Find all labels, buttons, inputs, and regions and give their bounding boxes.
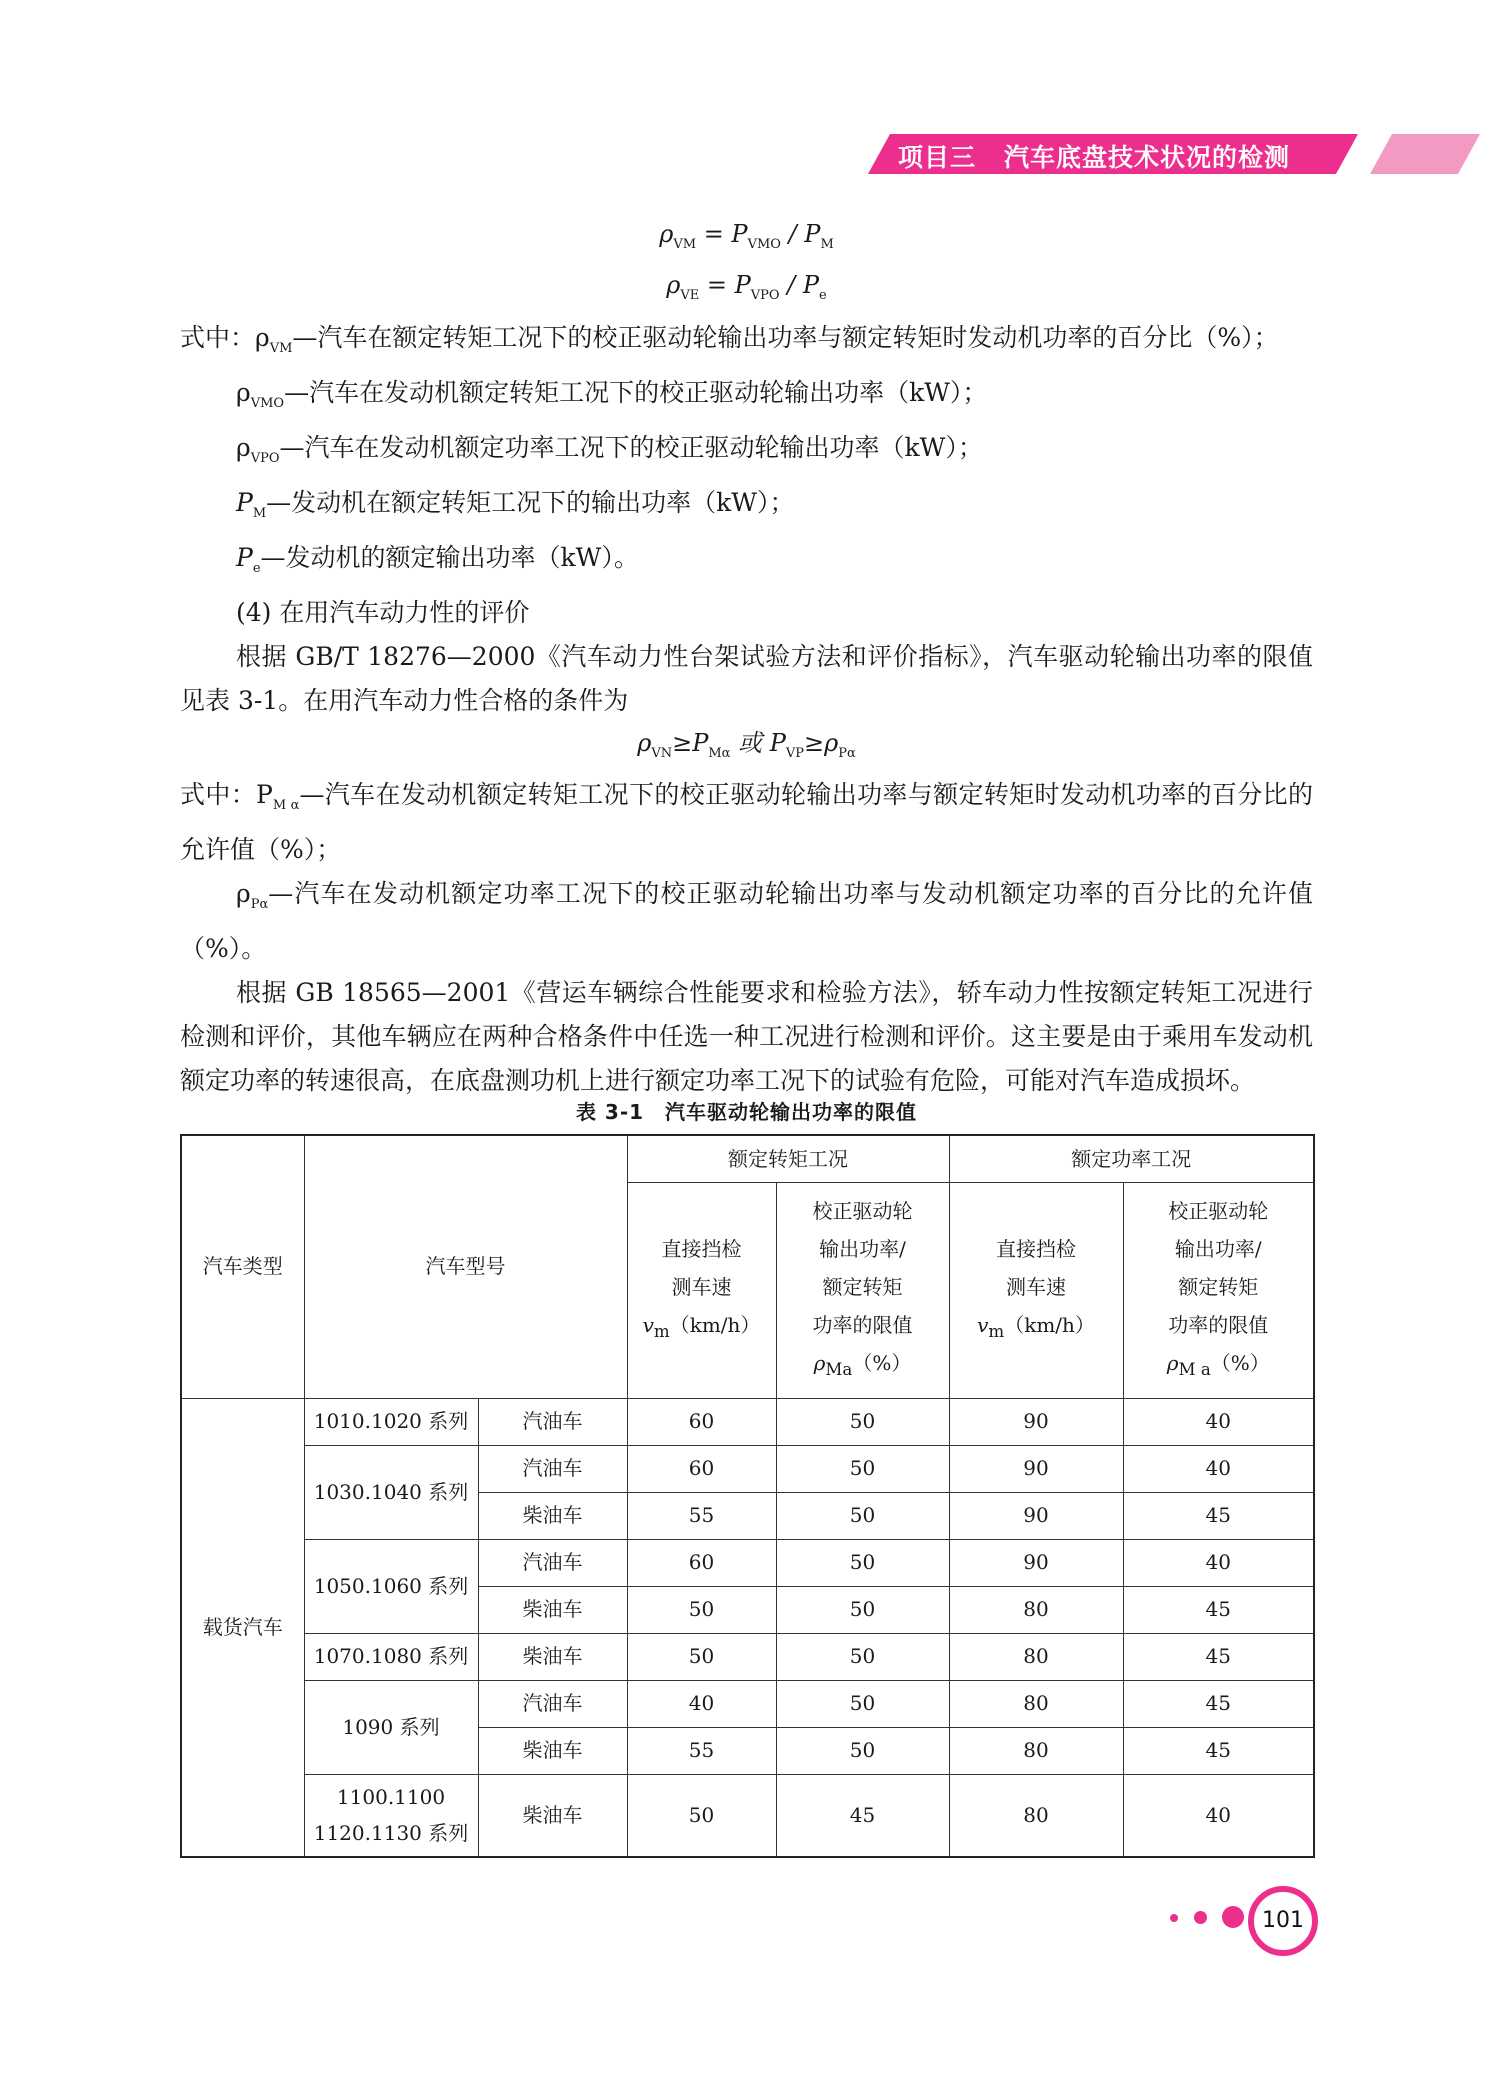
banner-text bbox=[898, 138, 1290, 174]
value-cell: 60 bbox=[627, 1398, 776, 1445]
fuel-cell: 柴油车 bbox=[478, 1492, 627, 1539]
value-cell: 40 bbox=[1123, 1774, 1314, 1857]
fuel-cell: 柴油车 bbox=[478, 1774, 627, 1857]
value-cell: 50 bbox=[627, 1586, 776, 1633]
header-vehicle-model: 汽车型号 bbox=[304, 1135, 627, 1398]
value-cell: 40 bbox=[1123, 1398, 1314, 1445]
value-cell: 50 bbox=[776, 1633, 949, 1680]
header-vehicle-type: 汽车类型 bbox=[181, 1135, 304, 1398]
fuel-cell: 柴油车 bbox=[478, 1727, 627, 1774]
table-row bbox=[181, 1398, 1314, 1445]
table-row bbox=[181, 1680, 1314, 1727]
definition-rho-vm: 式中：$\rho_{VM}—$汽车在额定转矩工况下的校正驱动轮输出功率与额定转矩时发动机功率的百分比（%）； bbox=[180, 322, 1279, 356]
table-caption: 表 3-1 汽车驱动轮输出功率的限值 bbox=[575, 1100, 918, 1124]
value-cell: 55 bbox=[627, 1727, 776, 1774]
value-cell: 60 bbox=[627, 1539, 776, 1586]
series-cell: 1050.1060 系列 bbox=[304, 1539, 478, 1633]
header-ratio-torque: 校正驱动轮 输出功率/ 额定转矩 功率的限值 $\rho_{Ma}(\%)$ bbox=[776, 1183, 949, 1399]
dot-icon bbox=[1222, 1906, 1244, 1928]
value-cell: 50 bbox=[776, 1398, 949, 1445]
value-cell: 40 bbox=[1123, 1445, 1314, 1492]
value-cell: 45 bbox=[1123, 1633, 1314, 1680]
definition-rho-vpo: $\rho_{VPO}—$汽车在发动机额定功率工况下的校正驱动轮输出功率（kW）； bbox=[236, 432, 983, 466]
header-ratio-power: 校正驱动轮 输出功率/ 额定转矩 功率的限值 $\rho_{M a}(\%)$ bbox=[1123, 1183, 1314, 1399]
value-cell: 80 bbox=[949, 1633, 1123, 1680]
table-row bbox=[181, 1633, 1314, 1680]
value-cell: 45 bbox=[1123, 1727, 1314, 1774]
power-limit-table bbox=[180, 1134, 1315, 1858]
value-cell: 80 bbox=[949, 1774, 1123, 1857]
value-cell: 50 bbox=[776, 1680, 949, 1727]
banner-tail bbox=[1370, 134, 1480, 174]
header-speed-power: 直接挡检 测车速 $v_m(km/h)$ bbox=[949, 1183, 1123, 1399]
value-cell: 40 bbox=[1123, 1539, 1314, 1586]
formula-condition: $\rho_{VN}\ge P_{M\alpha}$ 或 $P_{VP}\ge\rho_{P\alpha}$ bbox=[637, 728, 856, 761]
section-heading: (4) 在用汽车动力性的评价 bbox=[236, 597, 530, 627]
table-row bbox=[181, 1445, 1314, 1492]
formula-rho-ve: $\rho_{VE} = P_{VPO} / P_e$ bbox=[666, 270, 827, 303]
value-cell: 50 bbox=[776, 1492, 949, 1539]
value-cell: 45 bbox=[776, 1774, 949, 1857]
paragraph-gbt18276: 根据 GB/T 18276—2000《汽车动力性台架试验方法和评价指标》，汽车驱动轮输出功率的限值见表 3-1。在用汽车动力性合格的条件为 bbox=[180, 641, 1313, 715]
series-cell: 1090 系列 bbox=[304, 1680, 478, 1774]
body-text bbox=[180, 214, 1313, 1103]
value-cell: 80 bbox=[949, 1680, 1123, 1727]
fuel-cell: 汽油车 bbox=[478, 1680, 627, 1727]
value-cell: 50 bbox=[776, 1445, 949, 1492]
value-cell: 60 bbox=[627, 1445, 776, 1492]
paragraph-gb18565: 根据 GB 18565—2001《营运车辆综合性能要求和检验方法》，轿车动力性按额定转矩工况进行检测和评价，其他车辆应在两种合格条件中任选一种工况进行检测和评价。这主要是由于乘用车发动机额定功率的转速很高，在底盘测功机上进行额定功率工况下的试验有危险，可能对汽车造成损坏。 bbox=[180, 978, 1313, 1096]
table-row bbox=[181, 1774, 1314, 1857]
fuel-cell: 汽油车 bbox=[478, 1398, 627, 1445]
value-cell: 50 bbox=[776, 1727, 949, 1774]
series-cell: 1030.1040 系列 bbox=[304, 1445, 478, 1539]
formula-rho-vm: $\rho_{VM} = P_{VMO} / P_M$ bbox=[659, 220, 834, 252]
header-rated-torque: 额定转矩工况 bbox=[627, 1135, 949, 1183]
dot-icon bbox=[1194, 1911, 1207, 1924]
value-cell: 40 bbox=[627, 1680, 776, 1727]
value-cell: 45 bbox=[1123, 1492, 1314, 1539]
chapter-label: 项目三 bbox=[898, 143, 977, 172]
value-cell: 50 bbox=[776, 1586, 949, 1633]
table-row bbox=[181, 1539, 1314, 1586]
header-rated-power: 额定功率工况 bbox=[949, 1135, 1314, 1183]
definition-p-e: $P_e—$发动机的额定输出功率（kW）。 bbox=[236, 542, 639, 576]
value-cell: 50 bbox=[627, 1774, 776, 1857]
value-cell: 80 bbox=[949, 1586, 1123, 1633]
definition-rho-p-alpha: $\rho_{P\alpha}—$汽车在发动机额定功率工况下的校正驱动轮输出功率与发动机额定功率的百分比的允许值（%）。 bbox=[180, 879, 1313, 964]
header-speed-torque: 直接挡检 测车速 $v_m(km/h)$ bbox=[627, 1183, 776, 1399]
value-cell: 90 bbox=[949, 1445, 1123, 1492]
value-cell: 90 bbox=[949, 1398, 1123, 1445]
category-cell: 载货汽车 bbox=[181, 1398, 304, 1857]
definition-p-m: $P_M—$发动机在额定转矩工况下的输出功率（kW）； bbox=[236, 487, 795, 521]
definition-rho-vmo: $\rho_{VMO}—$汽车在发动机额定转矩工况下的校正驱动轮输出功率（kW）； bbox=[236, 377, 988, 411]
chapter-banner bbox=[868, 134, 1378, 174]
value-cell: 90 bbox=[949, 1492, 1123, 1539]
fuel-cell: 汽油车 bbox=[478, 1445, 627, 1492]
series-cell: 1070.1080 系列 bbox=[304, 1633, 478, 1680]
value-cell: 50 bbox=[627, 1633, 776, 1680]
value-cell: 55 bbox=[627, 1492, 776, 1539]
series-cell: 1100.1100 1120.1130 系列 bbox=[304, 1774, 478, 1857]
value-cell: 80 bbox=[949, 1727, 1123, 1774]
value-cell: 45 bbox=[1123, 1586, 1314, 1633]
series-cell: 1010.1020 系列 bbox=[304, 1398, 478, 1445]
dot-icon bbox=[1170, 1914, 1178, 1922]
value-cell: 45 bbox=[1123, 1680, 1314, 1727]
value-cell: 90 bbox=[949, 1539, 1123, 1586]
page-number-badge bbox=[1160, 1886, 1320, 1956]
page-number: 101 bbox=[1248, 1886, 1318, 1956]
chapter-title: 汽车底盘技术状况的检测 bbox=[1004, 143, 1291, 172]
fuel-cell: 汽油车 bbox=[478, 1539, 627, 1586]
fuel-cell: 柴油车 bbox=[478, 1586, 627, 1633]
value-cell: 50 bbox=[776, 1539, 949, 1586]
fuel-cell: 柴油车 bbox=[478, 1633, 627, 1680]
definition-p-m-alpha: 式中：$P_{M \alpha}—$汽车在发动机额定转矩工况下的校正驱动轮输出功率与额定转矩时发动机功率的百分比的允许值（%）； bbox=[180, 780, 1313, 865]
